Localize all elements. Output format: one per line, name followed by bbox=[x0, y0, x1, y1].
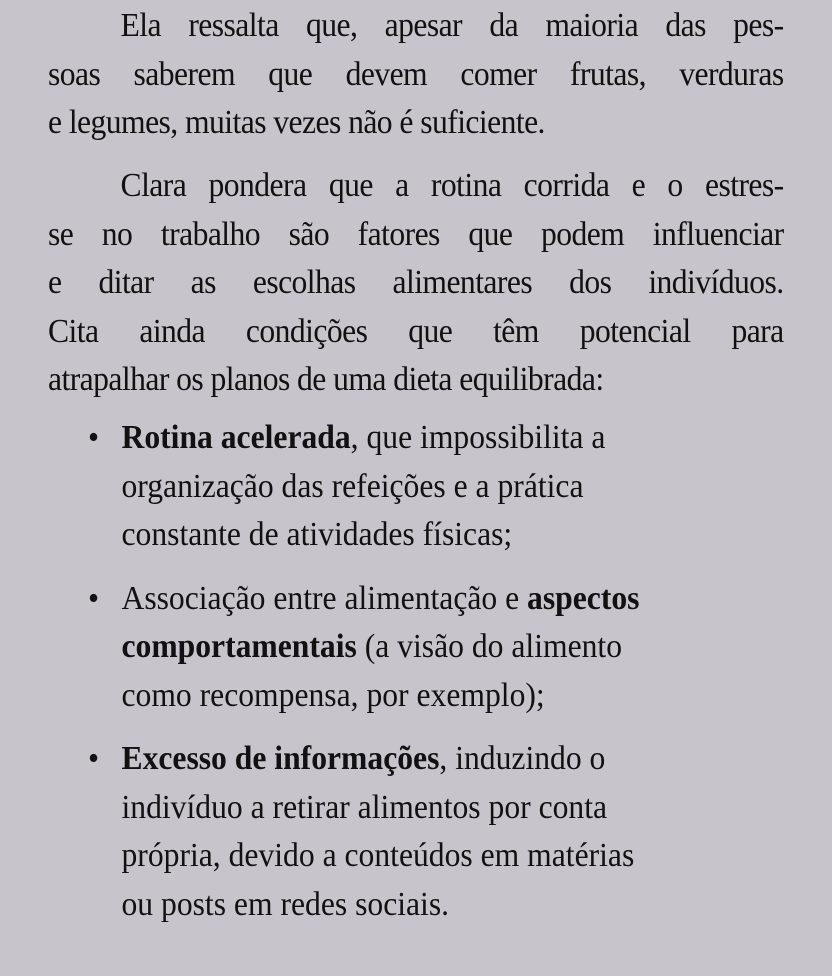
bullet-icon: • bbox=[88, 419, 100, 456]
bullet-text: ou posts em redes sociais. bbox=[121, 885, 450, 923]
bullet-item bbox=[88, 414, 639, 560]
bullet-text: constante de atividades físicas; bbox=[121, 516, 513, 553]
bullet-icon: • bbox=[88, 740, 100, 777]
paragraph-line: e legumes, muitas vezes não é suficiente. bbox=[48, 104, 545, 141]
bullet-text: , induzindo o bbox=[439, 740, 606, 777]
bold-term: Rotina acelerada bbox=[121, 419, 351, 456]
bullet-text: própria, devido a conteúdos em matérias bbox=[121, 837, 635, 874]
bold-term: Excesso de informações bbox=[121, 740, 440, 777]
bullet-text: como recompensa, por exemplo); bbox=[121, 676, 545, 714]
paragraph-line: atrapalhar os planos de uma dieta equilibrada: bbox=[48, 361, 604, 398]
paragraph-line: se no trabalho são fatores que podem influenciar bbox=[48, 215, 784, 253]
bullet-text: (a visão do alimento bbox=[356, 628, 623, 665]
paragraph-2 bbox=[48, 162, 784, 405]
bullet-text: indivíduo a retirar alimentos por conta bbox=[121, 788, 608, 826]
paragraph-line: Cita ainda condições que têm potencial para bbox=[48, 312, 784, 350]
paragraph-1 bbox=[48, 2, 784, 148]
bullet-item bbox=[88, 735, 639, 929]
paragraph-line: e ditar as escolhas alimentares dos indivíduos. bbox=[48, 264, 784, 301]
bullet-item bbox=[88, 575, 639, 721]
bold-term: comportamentais bbox=[121, 628, 357, 665]
bullet-text: , que impossibilita a bbox=[350, 419, 606, 456]
paragraph-line: soas saberem que devem comer frutas, verduras bbox=[48, 55, 784, 93]
bullet-text: Associação entre alimentação e bbox=[121, 579, 528, 617]
bullet-icon: • bbox=[88, 579, 100, 617]
bold-term: aspectos bbox=[527, 579, 640, 617]
paragraph-line: Clara pondera que a rotina corrida e o estres- bbox=[120, 167, 784, 204]
bullet-list bbox=[88, 414, 639, 944]
paragraph-line: Ela ressalta que, apesar da maioria das pes- bbox=[120, 7, 784, 44]
bullet-text: organização das refeições e a prática bbox=[121, 467, 584, 505]
